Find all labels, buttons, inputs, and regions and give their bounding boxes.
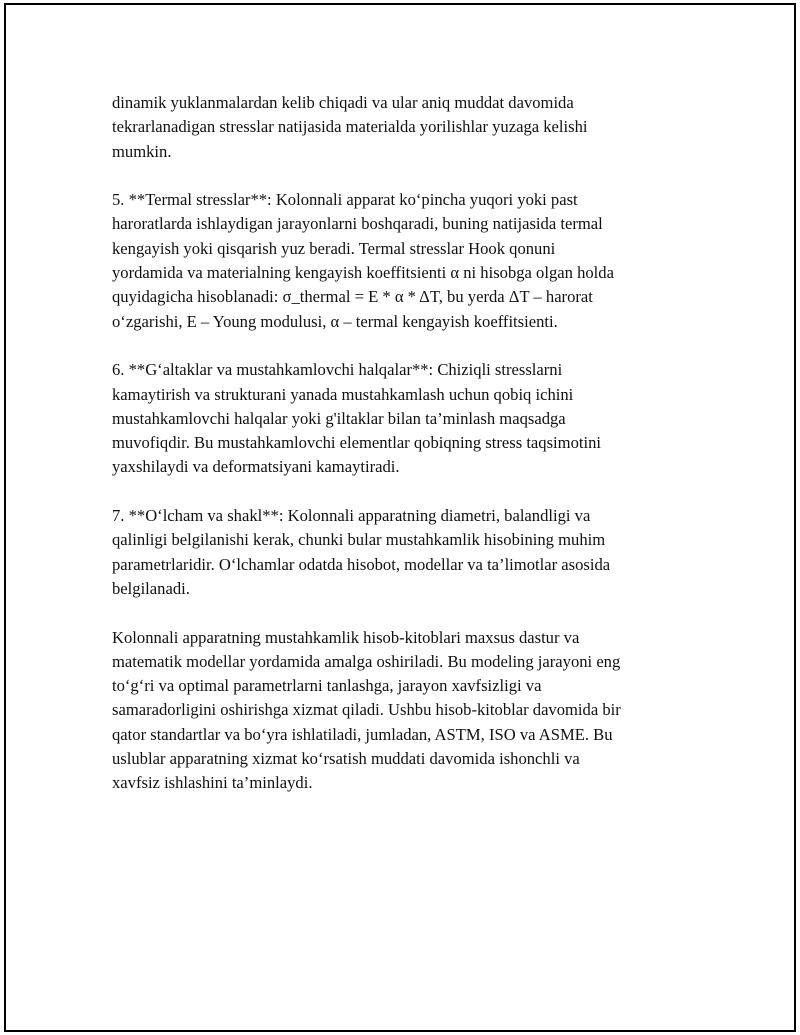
- text-line: haroratlarda ishlaydigan jarayonlarni boshqaradi, buning natijasida termal: [112, 214, 603, 234]
- text-line: qator standartlar va bo‘yra ishlatiladi, jumladan, ASTM, ISO va ASME. Bu: [112, 724, 613, 744]
- paragraph-reinforcing-rings: [112, 358, 682, 479]
- text-line: xavfsiz ishlashini ta’minlaydi.: [112, 773, 313, 793]
- text-line: 5. **Termal stresslar**: Kolonnali apparat ko‘pincha yuqori yoki past: [112, 190, 578, 210]
- text-line: dinamik yuklanmalardan kelib chiqadi va ular aniq muddat davomida: [112, 93, 574, 112]
- text-line: yaxshilaydi va deformatsiyani kamaytiradi.: [112, 457, 400, 477]
- text-line: to‘g‘ri va optimal parametrlarni tanlashga, jarayon xavfsizligi va: [112, 676, 542, 696]
- text-line: o‘zgarishi, E – Young modulusi, α – termal kengayish koeffitsienti.: [112, 311, 558, 331]
- paragraph-conclusion: [112, 626, 682, 796]
- text-line: tekrarlanadigan stresslar natijasida materialda yorilishlar yuzaga kelishi: [112, 117, 588, 137]
- text-line: quyidagicha hisoblanadi: σ_thermal = E * α * ΔT, bu yerda ΔT – harorat: [112, 287, 593, 307]
- paragraph-size-and-shape: [112, 504, 682, 601]
- paragraph-thermal-stresses: [112, 188, 682, 334]
- text-line: muvofiqdir. Bu mustahkamlovchi elementlar qobiqning stress taqsimotini: [112, 433, 601, 453]
- text-line: parametrlaridir. O‘lchamlar odatda hisobot, modellar va ta’limotlar asosida: [112, 554, 611, 574]
- text-line: mumkin.: [112, 141, 172, 161]
- text-line: qalinligi belgilanishi kerak, chunki bular mustahkamlik hisobining muhim: [112, 530, 606, 550]
- text-line: uslublar apparatning xizmat ko‘rsatish muddati davomida ishonchli va: [112, 749, 580, 769]
- text-line: 6. **G‘altaklar va mustahkamlovchi halqalar**: Chiziqli stresslarni: [112, 360, 563, 380]
- text-line: mustahkamlovchi halqalar yoki g'iltaklar bilan ta’minlash maqsadga: [112, 408, 566, 428]
- text-line: samaradorligini oshirishga xizmat qiladi. Ushbu hisob-kitoblar davomida bir: [112, 700, 621, 720]
- paragraph-fatigue-continuation: [112, 91, 682, 164]
- text-line: belgilanadi.: [112, 578, 190, 598]
- document-body: [112, 91, 682, 820]
- text-line: 7. **O‘lcham va shakl**: Kolonnali apparatning diametri, balandligi va: [112, 506, 591, 526]
- text-line: kamaytirish va strukturani yanada mustahkamlash uchun qobiq ichini: [112, 384, 574, 404]
- text-line: Kolonnali apparatning mustahkamlik hisob-kitoblari maxsus dastur va: [112, 627, 580, 647]
- text-line: kengayish yoki qisqarish yuz beradi. Termal stresslar Hook qonuni: [112, 238, 556, 258]
- text-line: matematik modellar yordamida amalga oshiriladi. Bu modeling jarayoni eng: [112, 651, 621, 671]
- text-line: yordamida va materialning kengayish koeffitsienti α ni hisobga olgan holda: [112, 263, 614, 283]
